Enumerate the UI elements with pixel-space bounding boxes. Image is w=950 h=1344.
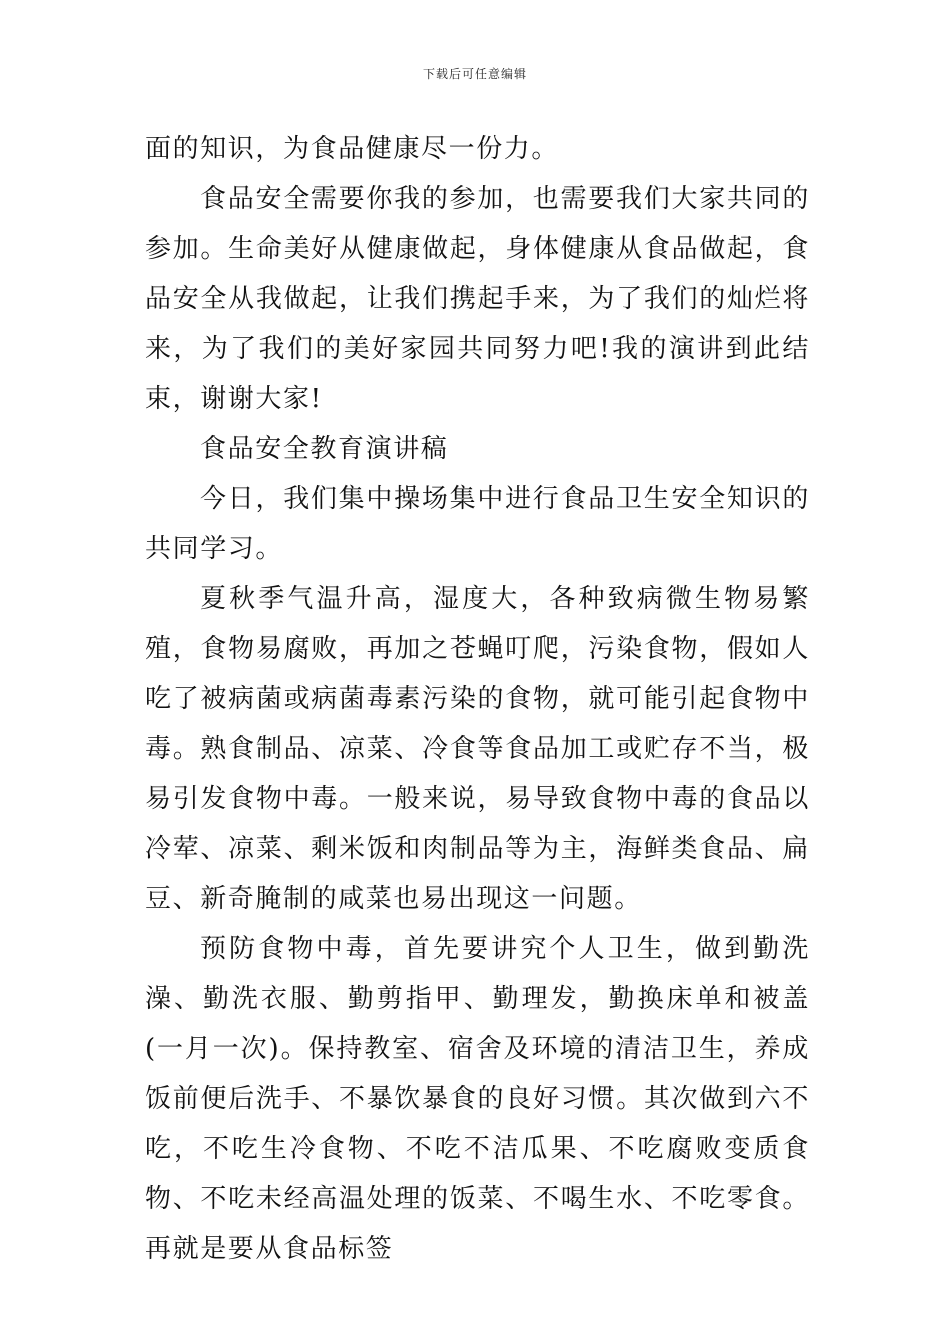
paragraph-causes: 夏秋季气温升高，湿度大，各种致病微生物易繁殖，食物易腐败，再加之苍蝇叮爬，污染食物，假如人吃了被病菌或病菌毒素污染的食物，就可能引起食物中毒。熟食制品、凉菜、冷食等食品加工或贮存不当，极易引发食物中毒。一般来说，易导致食物中毒的食品以冷荤、凉菜、剩米饭和肉制品等为主，海鲜类食品、扁豆、新奇腌制的咸菜也易出现这一问题。 (145, 584, 810, 914)
paragraph-intro: 今日，我们集中操场集中进行食品卫生安全知识的共同学习。 (145, 484, 810, 564)
paragraph-prevention: 预防食物中毒，首先要讲究个人卫生，做到勤洗澡、勤洗衣服、勤剪指甲、勤理发，勤换床单和被盖(一月一次)。保持教室、宿舍及环境的清洁卫生，养成饭前便后洗手、不暴饮暴食的良好习惯。其次做到六不吃，不吃生冷食物、不吃不洁瓜果、不吃腐败变质食物、不吃未经高温处理的饭菜、不喝生水、不吃零食。再就是要从食品标签 (145, 934, 810, 1264)
body-text (145, 124, 810, 1274)
header-note: 下载后可任意编辑 (422, 67, 527, 81)
paragraph-continuation: 面的知识，为食品健康尽一份力。 (145, 134, 560, 164)
section-heading: 食品安全教育演讲稿 (200, 434, 449, 464)
paragraph-conclusion: 食品安全需要你我的参加，也需要我们大家共同的参加。生命美好从健康做起，身体健康从食品做起，食品安全从我做起，让我们携起手来，为了我们的灿烂将来，为了我们的美好家园共同努力吧!我的演讲到此结束，谢谢大家! (145, 184, 810, 414)
